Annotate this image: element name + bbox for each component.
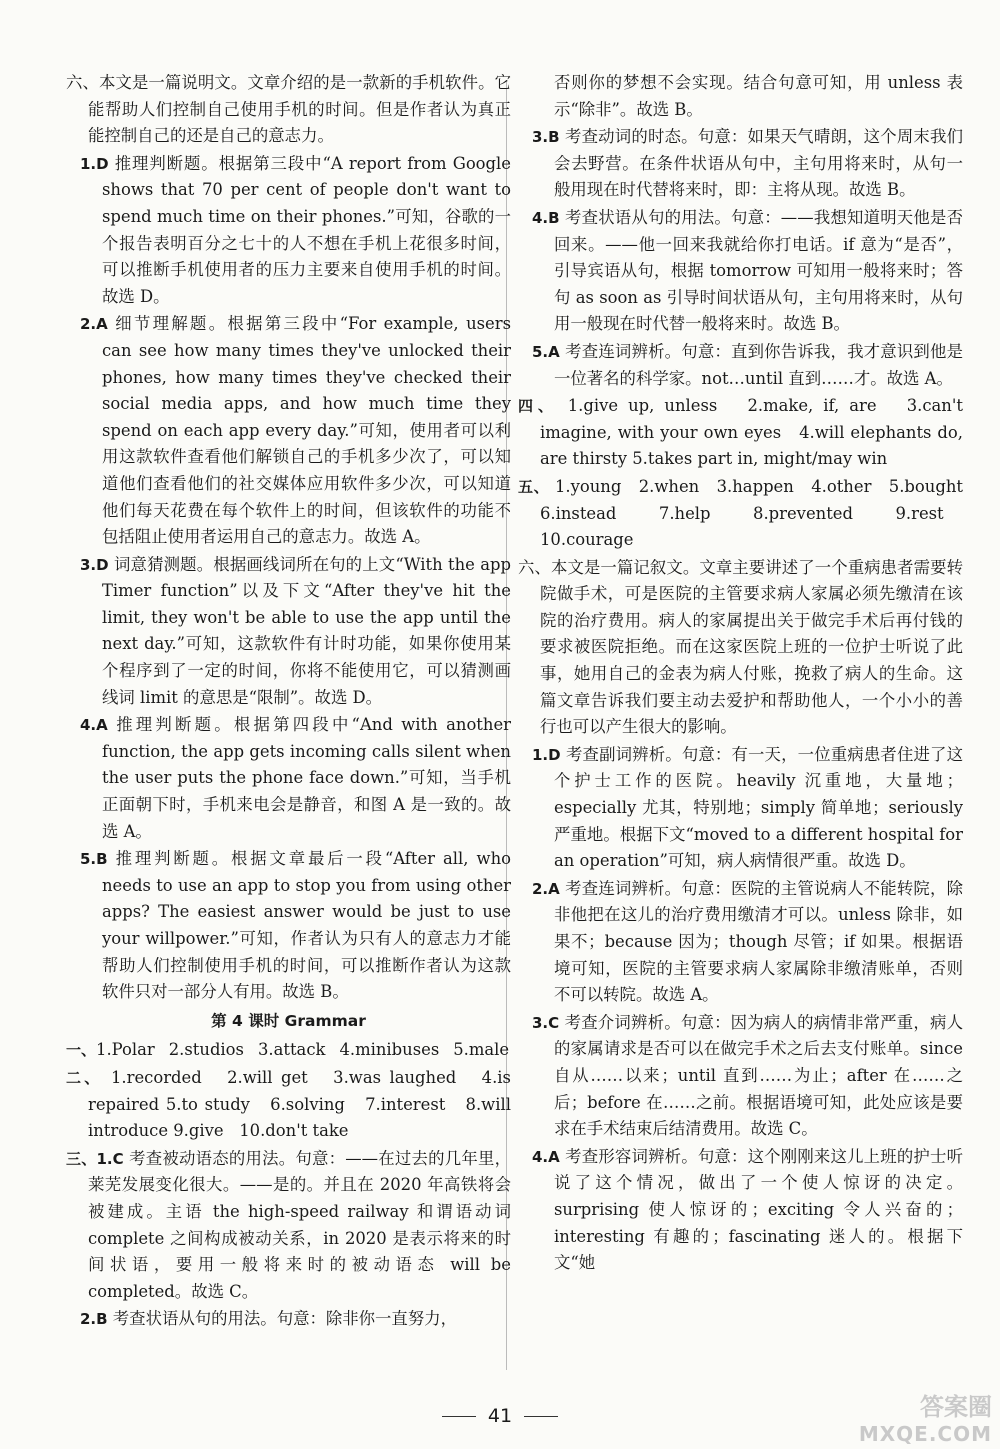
watermark-line1: 答案圈 [920, 1393, 992, 1421]
fill-answer: 9.rest [895, 503, 944, 523]
answer-key: 5.B [80, 850, 108, 869]
fill-answer: 10.don't take [239, 1121, 349, 1141]
section-label: 五、 [518, 477, 550, 496]
answer-key: 1.C [96, 1149, 124, 1168]
answer-item [518, 124, 963, 204]
fill-answer: 3.was laughed [333, 1067, 457, 1087]
passage-summary-6: 六、本文是一篇说明文。文章介绍的是一款新的手机软件。它能帮助人们控制自己使用手机的时间。但是作者认为真正能控制自己的还是自己的意志力。 [66, 73, 511, 146]
answer-explanation: 细节理解题。根据第三段中“For example, users can see how many times they've unlocked their phones, how many times they've checked their social media apps, and how much time they spend on each app every day.”可知，使用者可以利用这款软件查看他们解锁自己的手机多少次了，可以知道他们查看他们的社交媒体应用软件多少次，可以知道他们每天花费在每个软件上的时间，但该软件的功能不包括阻止使用者运用自己的意志力。故选 A。 [102, 314, 511, 547]
fill-answer: 8.prevented [753, 503, 853, 523]
section-label: 一、 [66, 1041, 97, 1060]
fill-answer: 5.male [453, 1040, 510, 1060]
fill-answer: 1.give up, unless [567, 396, 718, 416]
answer-item [518, 1010, 963, 1143]
answer-item [518, 1144, 963, 1277]
fill-answer: 2.make, if, are [747, 396, 877, 416]
section-label: 二、 [66, 1068, 103, 1087]
answer-continuation: 否则你的梦想不会实现。结合句意可知，用 unless 表示“除非”。故选 B。 [554, 73, 963, 119]
section-2 [66, 1065, 511, 1145]
answer-item [518, 205, 963, 338]
fill-answer: 5.to study [165, 1094, 250, 1114]
answer-explanation: 考查被动语态的用法。句意：——在过去的几年里，莱芜发展变化很大。——是的。并且在 2020 年高铁将会被建成。主语 the high-speed railway 和谓语动词 complete 之间构成被动关系，in 2020 是表示将来的时间状语，要用一般将来时的被动语态 will be completed。故选 C。 [88, 1148, 511, 1301]
fill-answer: 3.can't imagine, with your own eyes [540, 396, 963, 442]
page-dash-right [524, 1416, 558, 1417]
answer-explanation: 考查状语从句的用法。句意：除非你一直努力， [112, 1309, 457, 1329]
answer-key: 4.B [532, 208, 560, 227]
fill-answer: 1.young [554, 476, 622, 496]
fill-answer: 4.is repaired [88, 1067, 511, 1114]
section-label: 三、 [66, 1149, 97, 1168]
answer-item [66, 151, 511, 311]
section-5 [518, 474, 963, 554]
answer-key: 5.A [532, 342, 560, 361]
answer-item [518, 742, 963, 875]
answer-key: 4.A [532, 1147, 560, 1166]
section-label: 四、 [518, 397, 558, 416]
right-column [518, 70, 963, 1278]
watermark-line2: MXQE.COM [858, 1422, 992, 1446]
fill-answer: 6.solving [270, 1094, 345, 1114]
fill-answer: 8.will introduce [88, 1094, 511, 1141]
section-3-item-1 [66, 1146, 511, 1306]
answer-item [66, 712, 511, 845]
answer-key: 1.D [80, 154, 109, 173]
fill-answer: 7.help [658, 503, 711, 523]
fill-answer: 9.give [173, 1121, 224, 1141]
fill-answer: 5.bought [888, 476, 963, 496]
answer-key: 1.D [532, 745, 561, 764]
answer-explanation: 考查动词的时态。句意：如果天气晴朗，这个周末我们会去野营。在条件状语从句中，主句用将来时，从句一般用现在时代替将来时，即：主将从现。故选 B。 [554, 127, 964, 200]
answer-explanation: 考查状语从句的用法。句意：——我想知道明天他是否回来。——他一回来我就给你打电话。if 意为“是否”，引导宾语从句，根据 tomorrow 可知用一般将来时；答句 as soon as 引导时间状语从句，主句用将来时，从句用一般现在时代替一般将来时。故选 B。 [554, 207, 963, 334]
answer-item [66, 311, 511, 550]
fill-answer: 4.will elephants do, are thirsty [540, 422, 963, 469]
passage-summary-6b: 六、本文是一篇记叙文。文章主要讲述了一个重病患者需要转院做手术，可是医院的主管要求病人家属必须先缴清在该院的治疗费用。病人的家属提出关于做完手术后再付钱的要求被医院拒绝。而在这家医院上班的一位护士听说了此事，她用自己的金表为病人付账，挽救了病人的生命。这篇文章告诉我们要主动去爱护和帮助他人，一个小小的善行也可以产生很大的影响。 [518, 557, 963, 737]
answer-explanation: 考查介词辨析。句意：因为病人的病情非常严重，病人的家属请求是否可以在做完手术之后去支付账单。since 自从……以来；until 直到……为止；after 在……之后；before 在……之前。根据语境可知，此处应该是要求在手术结束后结清费用。故选 C。 [554, 1012, 963, 1139]
fill-answer: 3.attack [257, 1040, 326, 1060]
fill-answer: 10.courage [540, 530, 634, 550]
answer-item [66, 1306, 511, 1333]
answer-item [66, 552, 511, 712]
fill-answer: 3.happen [716, 476, 794, 496]
fill-answer: 4.minibuses [339, 1040, 440, 1060]
fill-answer: 2.studios [168, 1040, 244, 1060]
fill-answer: 2.will get [227, 1067, 308, 1087]
answer-key: 3.C [532, 1013, 560, 1032]
answer-explanation: 考查连词辨析。句意：直到你告诉我，我才意识到他是一位著名的科学家。not…until 直到……才。故选 A。 [554, 341, 963, 388]
page-number-text: 41 [487, 1405, 513, 1427]
answer-explanation: 考查连词辨析。句意：医院的主管说病人不能转院，除非他把在这儿的治疗费用缴清才可以。unless 除非，如果不；because 因为；though 尽管；if 如果。根据语境可知，医院的主管要求病人家属除非缴清账单，否则不可以转院。故选 A。 [554, 878, 963, 1005]
answer-explanation: 推理判断题。根据第三段中“A report from Google shows that 70 per cent of people don't want to spend much time on their phones.”可知，谷歌的一个报告表明百分之七十的人不想在手机上花很多时间，可以推断手机使用者的压力主要来自使用手机的时间。故选 D。 [102, 153, 511, 306]
fill-answer: 1.recorded [110, 1067, 202, 1087]
answer-item [518, 339, 963, 392]
answer-explanation: 词意猜测题。根据画线词所在句的上文“With the app Timer function”以及下文“After they've hit the limit, they won't be able to use the app until the next day.”可知，这款软件有计时功能，如果你使用某个程序到了一定的时间，你将不能使用它，可以猜测画线词 limit 的意思是“限制”。故选 D。 [102, 554, 511, 707]
fill-answer: 6.instead [540, 503, 617, 523]
answer-explanation: 推理判断题。根据第四段中“And with another function, the app gets incoming calls silent when the user puts the phone face down.”可知，当手机正面朝下时，手机来电会是静音，和图 A 是一致的。故选 A。 [102, 715, 512, 841]
answer-explanation: 考查副词辨析。句意：有一天，一位重病患者住进了这个护士工作的医院。heavily 沉重地，大量地；especially 尤其，特别地；simply 简单地；seriously 严重地。根据下文“moved to a different hospital for an operation”可知，病人病情很严重。故选 D。 [554, 744, 963, 871]
answer-key: 4.A [80, 716, 108, 735]
fill-answer: 1.Polar [96, 1040, 155, 1060]
answer-key: 2.B [80, 1310, 108, 1329]
page-dash-left [442, 1416, 476, 1417]
answer-item [518, 876, 963, 1009]
watermark-logo [822, 1387, 992, 1445]
answer-key: 2.A [80, 315, 108, 334]
answer-explanation: 推理判断题。根据文章最后一段“After all, who needs to use an app to stop you from using other apps? The easiest answer would be just to use your willpower.”可知，作者认为只有人的意志力才能帮助人们控制使用手机的时间，可以推断作者认为这款软件只对一部分人有用。故选 B。 [102, 849, 511, 1002]
fill-answer: 2.when [638, 476, 700, 496]
section-1 [66, 1037, 511, 1064]
answer-explanation: 考查形容词辨析。句意：这个刚刚来这儿上班的护士听说了这个情况，做出了一个使人惊讶的决定。surprising 使人惊讶的；exciting 令人兴奋的；interesting 有趣的；fascinating 迷人的。根据下文“她 [554, 1146, 963, 1273]
answer-key: 2.A [532, 879, 560, 898]
lesson-heading: 第 4 课时 Grammar [211, 1011, 366, 1030]
section-4 [518, 393, 963, 473]
fill-answer: 7.interest [365, 1094, 446, 1114]
left-column [66, 70, 511, 1334]
answer-item [66, 846, 511, 1006]
answer-key: 3.D [80, 555, 109, 574]
fill-answer: 4.other [811, 476, 872, 496]
answer-key: 3.B [532, 128, 560, 147]
fill-answer: 5.takes part in, might/may win [632, 449, 888, 469]
